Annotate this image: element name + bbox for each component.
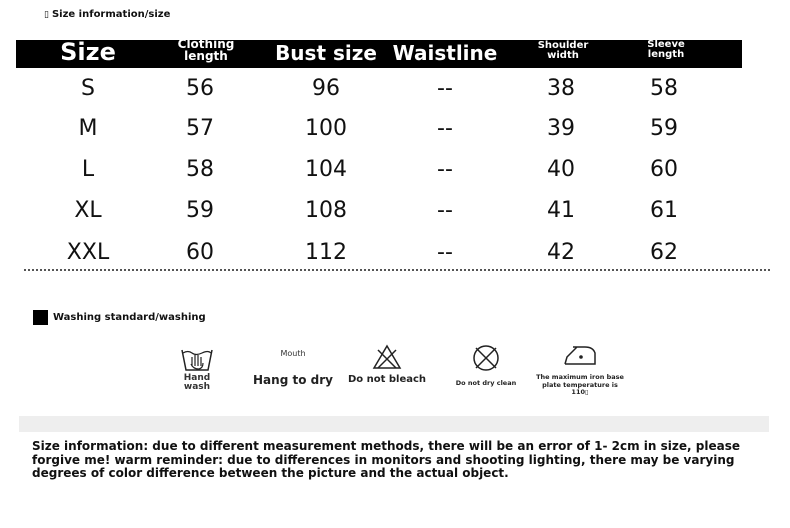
header-clothing-length: Clothing length: [177, 37, 235, 63]
cell-clothing-length: 60: [186, 240, 214, 265]
cell-clothing-length: 59: [186, 198, 214, 223]
header-waistline: Waistline: [392, 41, 498, 65]
cell-shoulder-width: 41: [547, 198, 575, 223]
care-label-hang-to-dry: Hang to dry: [253, 373, 333, 387]
cell-bust-size: 108: [305, 198, 347, 223]
washing-section-title: [33, 310, 206, 325]
cell-bust-size: 104: [305, 157, 347, 182]
cell-waistline: --: [437, 76, 453, 101]
dotted-separator: [24, 269, 770, 271]
table-row: [16, 76, 742, 116]
care-item-hang-to-dry: [250, 349, 336, 387]
cell-waistline: --: [437, 198, 453, 223]
size-section-title-text: Size information/size: [51, 9, 171, 20]
cell-size: M: [78, 116, 98, 141]
cell-sleeve-length: 62: [650, 240, 678, 265]
cell-waistline: --: [437, 240, 453, 265]
cell-waistline: --: [437, 116, 453, 141]
care-item-no-bleach: [346, 344, 428, 385]
cell-size: XL: [74, 198, 102, 223]
box-glyph-icon: ▯: [44, 10, 49, 20]
care-item-iron: [534, 343, 626, 397]
cell-bust-size: 96: [312, 76, 340, 101]
size-table-header: [16, 37, 742, 68]
size-section-title: [44, 9, 170, 20]
care-label-hand-wash: Hand wash: [183, 373, 211, 392]
washing-section-title-text: Washing standard/washing: [53, 312, 206, 323]
no-dry-clean-icon: [471, 344, 501, 372]
cell-clothing-length: 56: [186, 76, 214, 101]
cell-shoulder-width: 39: [547, 116, 575, 141]
table-row: [16, 198, 742, 238]
care-label-mouth: Mouth: [280, 349, 306, 358]
cell-sleeve-length: 61: [650, 198, 678, 223]
cell-shoulder-width: 40: [547, 157, 575, 182]
iron-icon: [563, 343, 597, 367]
cell-bust-size: 100: [305, 116, 347, 141]
care-item-hand-wash: [172, 344, 222, 392]
header-size: Size: [60, 38, 116, 66]
black-square-icon: [33, 310, 48, 325]
cell-shoulder-width: 38: [547, 76, 575, 101]
cell-waistline: --: [437, 157, 453, 182]
cell-sleeve-length: 58: [650, 76, 678, 101]
cell-sleeve-length: 59: [650, 116, 678, 141]
cell-size: L: [81, 157, 95, 182]
header-bust-size: Bust size: [275, 41, 377, 65]
care-label-no-bleach: Do not bleach: [347, 374, 427, 385]
header-sleeve-length: Sleeve length: [647, 39, 685, 60]
cell-sleeve-length: 60: [650, 157, 678, 182]
table-row: [16, 240, 742, 280]
care-label-no-dry-clean: Do not dry clean: [455, 379, 517, 387]
header-shoulder-width: Shoulder width: [537, 40, 589, 61]
cell-shoulder-width: 42: [547, 240, 575, 265]
table-row: [16, 116, 742, 156]
care-item-no-dry-clean: [450, 344, 522, 387]
cell-size: S: [81, 76, 95, 101]
care-label-iron: The maximum iron base plate temperature is 110▯: [536, 373, 624, 396]
hand-wash-icon: [179, 344, 215, 372]
divider-bar: [19, 416, 769, 432]
cell-clothing-length: 58: [186, 157, 214, 182]
cell-bust-size: 112: [305, 240, 347, 265]
cell-size: XXL: [66, 240, 110, 265]
no-bleach-icon: [372, 344, 402, 370]
cell-clothing-length: 57: [186, 116, 214, 141]
table-row: [16, 157, 742, 197]
size-note: Size information: due to different measurement methods, there will be an error of 1- 2cm in size, please forgive me! warm reminder: due to differences in monitors and shooting lighting, there may be varying degrees of color difference between the picture and the actual object.: [32, 439, 740, 480]
